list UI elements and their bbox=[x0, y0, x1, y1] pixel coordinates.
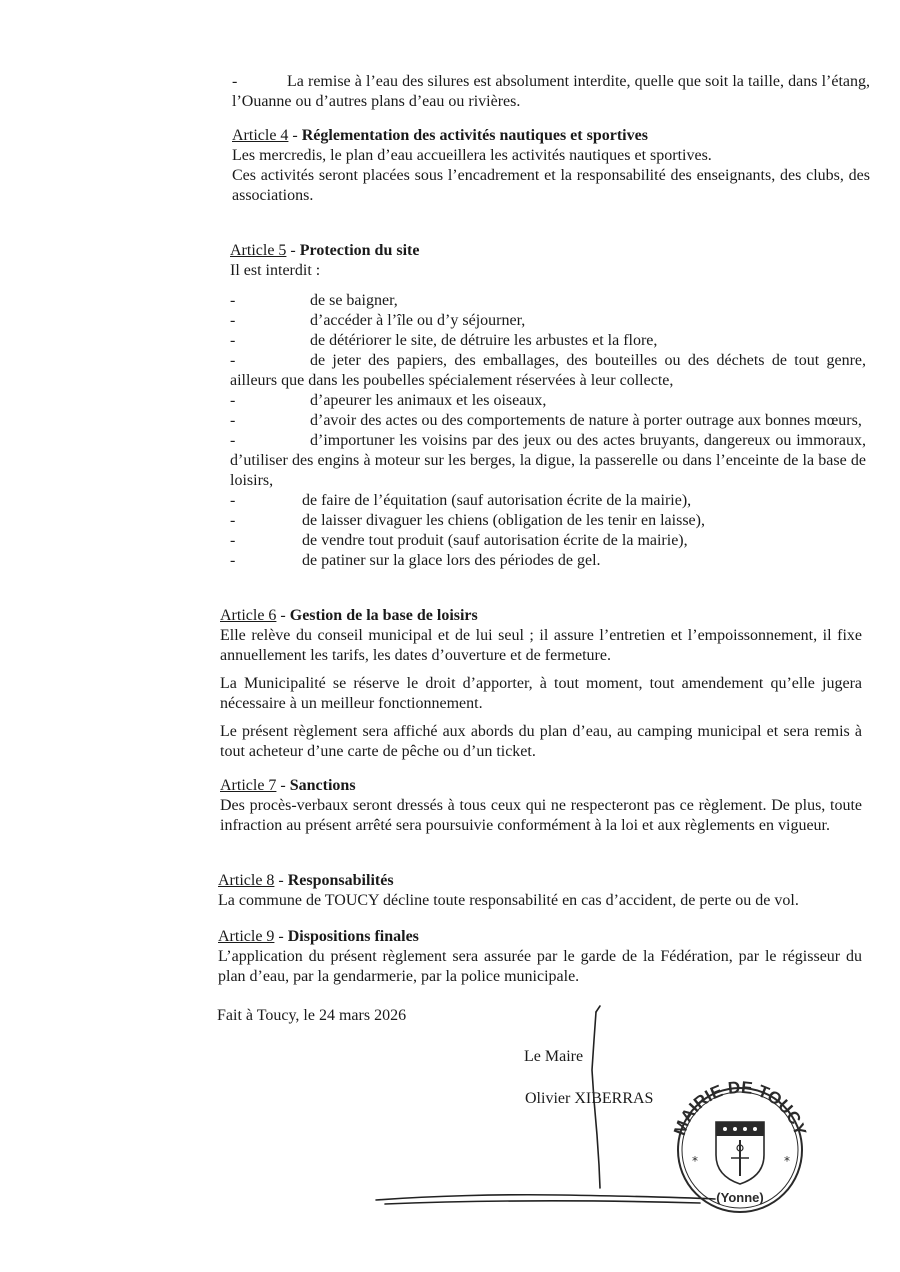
list-item: - de faire de l’équitation (sauf autorisation écrite de la mairie), bbox=[230, 492, 692, 509]
article-7-number: Article 7 bbox=[220, 777, 277, 794]
article-5-list bbox=[230, 291, 866, 571]
list-item: - d’accéder à l’île ou d’y séjourner, bbox=[230, 312, 526, 329]
list-dash: - bbox=[230, 532, 236, 549]
article-8-heading: Article 8 - Responsabilités bbox=[218, 872, 394, 889]
list-dash: - bbox=[232, 73, 238, 90]
article-7 bbox=[220, 776, 862, 836]
list-dash: - bbox=[230, 352, 236, 369]
stamp-star-icon: * bbox=[692, 1154, 698, 1168]
article-6-paragraph: Elle relève du conseil municipal et de lui seul ; il assure l’entretien et l’empoissonnement, il fixe annuellement les tarifs, les dates d’ouverture et de fermeture. bbox=[220, 627, 862, 664]
article-5-heading: Article 5 - Protection du site bbox=[230, 242, 420, 259]
article-8 bbox=[218, 871, 862, 911]
article-9-heading: Article 9 - Dispositions finales bbox=[218, 928, 419, 945]
article-6-paragraph: Le présent règlement sera affiché aux abords du plan d’eau, au camping municipal et sera remis à tout acheteur d’une carte de pêche ou d’un ticket. bbox=[220, 723, 862, 760]
article-4-number: Article 4 bbox=[232, 127, 289, 144]
article-4-title: Réglementation des activités nautiques et sportives bbox=[301, 127, 648, 144]
article-6-title: Gestion de la base de loisirs bbox=[289, 607, 478, 624]
place-date: Fait à Toucy, le 24 mars 2026 bbox=[217, 1007, 407, 1024]
list-item: - de laisser divaguer les chiens (obligation de les tenir en laisse), bbox=[230, 512, 705, 529]
list-item: - de détériorer le site, de détruire les arbustes et la flore, bbox=[230, 332, 658, 349]
article-8-number: Article 8 bbox=[218, 872, 275, 889]
article-6-heading: Article 6 - Gestion de la base de loisirs bbox=[220, 607, 478, 624]
signatory-name: Olivier XIBERRAS bbox=[525, 1090, 654, 1107]
intro-item-text: La remise à l’eau des silures est absolument interdite, quelle que soit la taille, dans l’étang, l’Ouanne ou d’autres plans d’eau ou rivières. bbox=[232, 73, 870, 110]
list-item: - de vendre tout produit (sauf autorisation écrite de la mairie), bbox=[230, 532, 688, 549]
list-dash: - bbox=[230, 332, 236, 349]
list-item: - de se baigner, bbox=[230, 292, 398, 309]
list-dash: - bbox=[230, 312, 236, 329]
article-4-paragraph: Les mercredis, le plan d’eau accueillera les activités nautiques et sportives. bbox=[232, 147, 712, 164]
list-dash: - bbox=[230, 552, 236, 569]
article-9 bbox=[218, 927, 862, 987]
article-7-title: Sanctions bbox=[289, 777, 356, 794]
article-4 bbox=[232, 126, 870, 206]
article-4-heading: Article 4 - Réglementation des activités nautiques et sportives bbox=[232, 127, 648, 144]
article-4-paragraph: Ces activités seront placées sous l’encadrement et la responsabilité des enseignants, des clubs, des associations. bbox=[232, 167, 870, 204]
article-9-paragraph: L’application du présent règlement sera assurée par le garde de la Fédération, par le régisseur du plan d’eau, par la gendarmerie, par la police municipale. bbox=[218, 948, 862, 985]
article-8-title: Responsabilités bbox=[287, 872, 394, 889]
mairie-stamp bbox=[670, 1078, 810, 1212]
list-dash: - bbox=[230, 392, 236, 409]
article-6 bbox=[220, 606, 862, 762]
article-9-title: Dispositions finales bbox=[287, 928, 419, 945]
article-7-heading: Article 7 - Sanctions bbox=[220, 777, 356, 794]
article-5-title: Protection du site bbox=[299, 242, 420, 259]
stamp-star-icon: * bbox=[784, 1154, 790, 1168]
list-dash: - bbox=[230, 432, 236, 449]
signatory-title: Le Maire bbox=[524, 1048, 584, 1065]
article-6-paragraph: La Municipalité se réserve le droit d’apporter, à tout moment, tout amendement qu’elle jugera nécessaire à un meilleur fonctionnement. bbox=[220, 675, 862, 712]
article-6-number: Article 6 bbox=[220, 607, 277, 624]
article-7-paragraph: Des procès-verbaux seront dressés à tous ceux qui ne respecteront pas ce règlement. De plus, toute infraction au présent arrêté sera poursuivie conformément à la loi et aux règlements en vigueur. bbox=[220, 797, 862, 834]
list-item: - de patiner sur la glace lors des périodes de gel. bbox=[230, 552, 601, 569]
list-item: - de jeter des papiers, des emballages, des bouteilles ou des déchets de tout genre, ailleurs que dans les poubelles spécialement réservées à leur collecte, bbox=[230, 352, 866, 389]
intro-item bbox=[232, 72, 870, 112]
list-dash: - bbox=[230, 412, 236, 429]
list-item: - d’apeurer les animaux et les oiseaux, bbox=[230, 392, 547, 409]
list-dash: - bbox=[230, 492, 236, 509]
list-item: - d’importuner les voisins par des jeux ou des actes bruyants, dangereux ou immoraux, d’utiliser des engins à moteur sur les berges, la digue, la passerelle ou dans l’enceinte de la base de loisirs, bbox=[230, 432, 866, 489]
list-dash: - bbox=[230, 512, 236, 529]
list-item: - d’avoir des actes ou des comportements de nature à porter outrage aux bonnes mœurs, bbox=[230, 412, 862, 429]
article-5-number: Article 5 bbox=[230, 242, 287, 259]
article-9-number: Article 9 bbox=[218, 928, 275, 945]
article-5-intro: Il est interdit : bbox=[230, 262, 321, 279]
stamp-top-text: MAIRIE DE TOUCY bbox=[670, 1077, 810, 1138]
stamp-bottom-text: (Yonne) bbox=[716, 1190, 764, 1205]
list-dash: - bbox=[230, 292, 236, 309]
article-8-paragraph: La commune de TOUCY décline toute responsabilité en cas d’accident, de perte ou de vol. bbox=[218, 892, 799, 909]
article-5 bbox=[230, 241, 866, 571]
coat-of-arms-icon bbox=[716, 1122, 764, 1184]
